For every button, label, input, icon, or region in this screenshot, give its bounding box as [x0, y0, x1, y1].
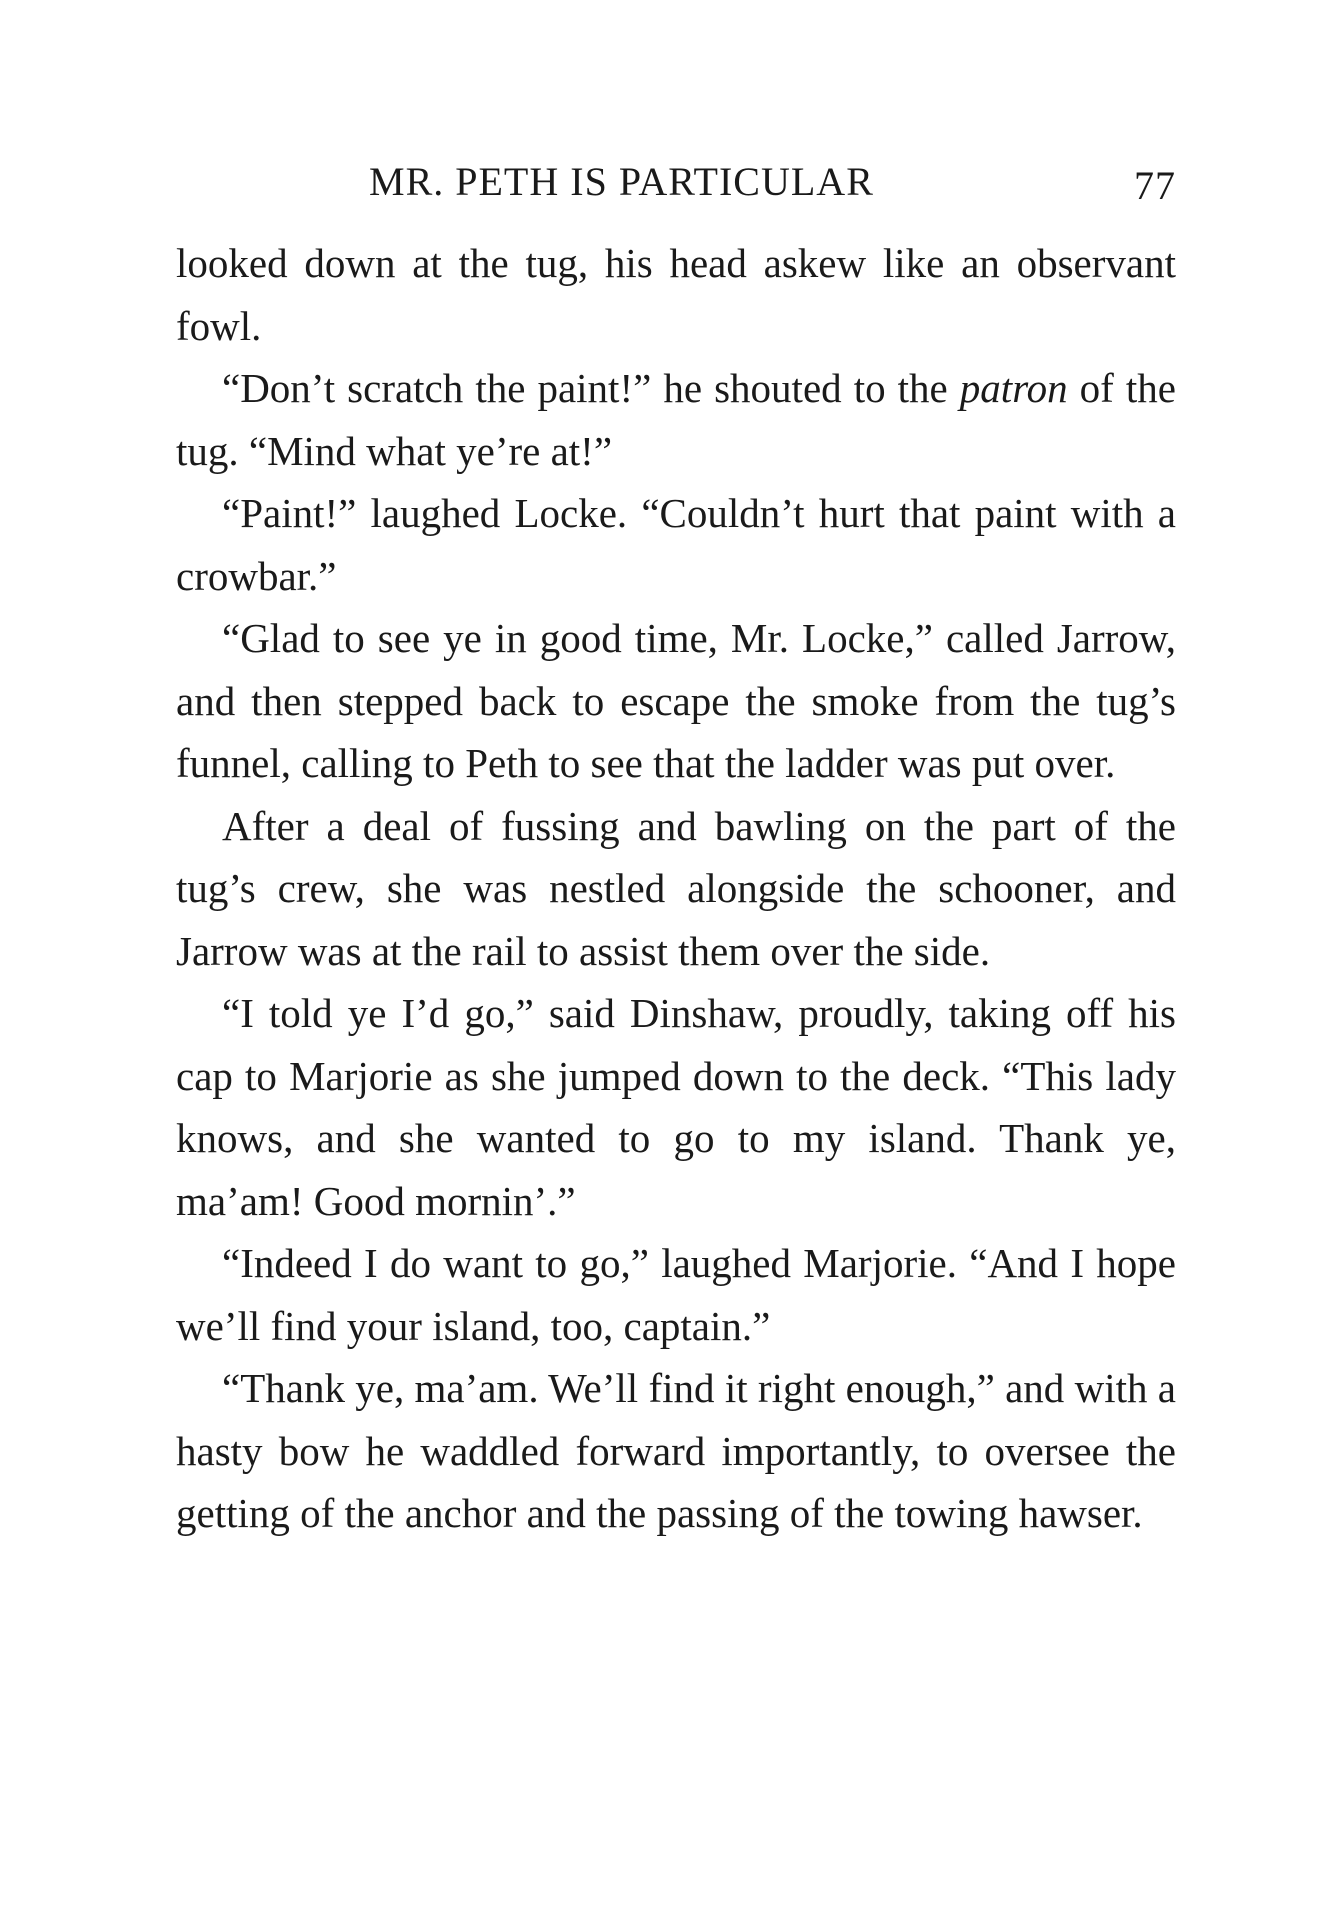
page-number: 77 [1134, 163, 1176, 208]
paragraph-text: of the tug. “Mind what ye’re at!” [176, 365, 1176, 474]
running-head [176, 158, 1176, 208]
paragraph [176, 357, 1176, 482]
italic-word: patron [959, 365, 1068, 411]
body-text [176, 232, 1176, 1545]
paragraph-text: “Don’t scratch the paint!” he shouted to the [222, 365, 960, 411]
paragraph: “Paint!” laughed Locke. “Couldn’t hurt that paint with a crowbar.” [176, 490, 1176, 599]
running-title: MR. PETH IS PARTICULAR [369, 159, 874, 204]
paragraph: “I told ye I’d go,” said Dinshaw, proudly, taking off his cap to Marjorie as she jumped down to the deck. “This lady knows, and she wanted to go to my island. Thank ye, ma’am! Good mornin’.” [176, 990, 1176, 1224]
paragraph: “Thank ye, ma’am. We’ll find it right enough,” and with a hasty bow he waddled forward importantly, to oversee the getting of the anchor and the passing of the towing hawser. [176, 1365, 1176, 1536]
paragraph: looked down at the tug, his head askew like an observant fowl. [176, 240, 1176, 349]
paragraph: “Indeed I do want to go,” laughed Marjorie. “And I hope we’ll find your island, too, captain.” [176, 1240, 1176, 1349]
paragraph: “Glad to see ye in good time, Mr. Locke,” called Jarrow, and then stepped back to escape the smoke from the tug’s funnel, calling to Peth to see that the ladder was put over. [176, 615, 1176, 786]
paragraph: After a deal of fussing and bawling on the part of the tug’s crew, she was nestled alongside the schooner, and Jarrow was at the rail to assist them over the side. [176, 802, 1176, 974]
